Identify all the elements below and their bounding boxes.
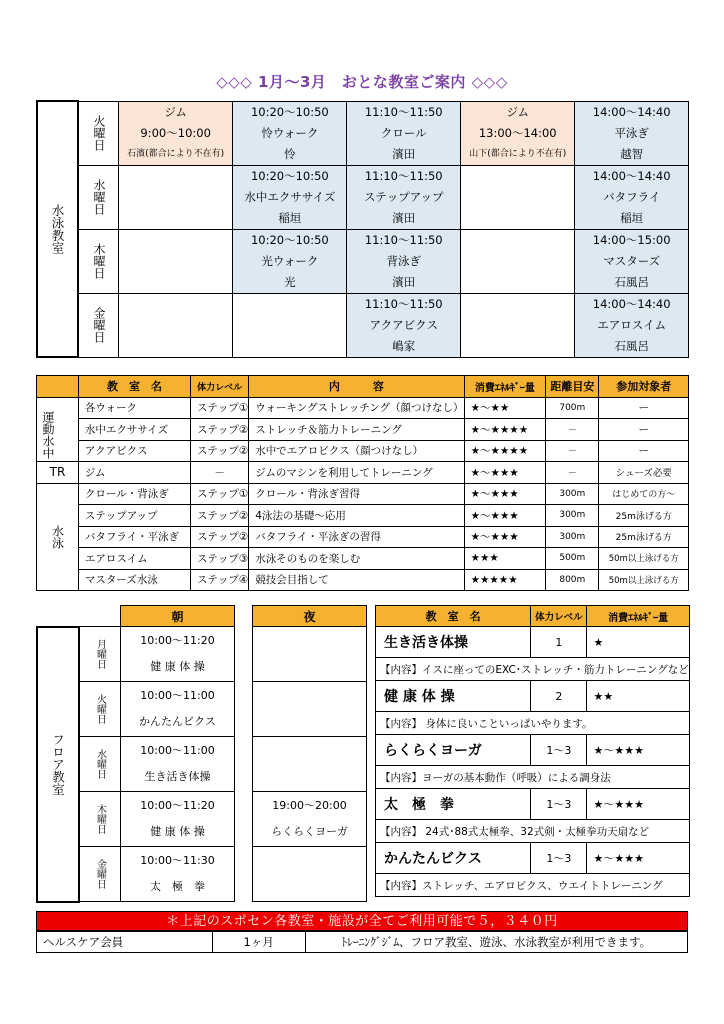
class-name-row: らくらくヨーガ 1～3 ★～★★★	[376, 735, 690, 766]
floor-day: 月曜日	[79, 627, 121, 682]
floor-day: 木曜日	[79, 792, 121, 847]
header-class-name: 教 室 名	[78, 376, 190, 398]
morning-slot: 10:00～11:00 生き活き体操	[121, 737, 235, 792]
class-description-table	[36, 375, 689, 591]
header-energy: 消費ｴﾈﾙｷﾞｰ量	[464, 376, 546, 398]
morning-slot: 10:00～11:00 かんたんビクス	[121, 682, 235, 737]
floor-class-info-table	[375, 605, 690, 897]
swim-slot: 14:00～15:00 マスターズ 石風呂	[575, 229, 689, 293]
swim-group-text: 水泳教室	[50, 204, 65, 254]
table-row	[37, 627, 367, 682]
swim-slot: 10:20～10:50 光ウォーク 光	[233, 229, 347, 293]
table-row	[37, 847, 367, 902]
group-label-aqua	[37, 397, 79, 462]
header-content: 内 容	[249, 376, 464, 398]
floor-group-label: フロア教室	[37, 627, 79, 902]
morning-slot: 10:00～11:20 健 康 体 操	[121, 792, 235, 847]
swim-day-thu: 木曜日	[78, 229, 119, 293]
table-row: マスターズ水泳 ステップ④ 競技会目指して ★★★★★ 800m 50m以上泳げる方	[37, 569, 689, 591]
swim-slot-empty	[233, 293, 347, 357]
morning-slot: 10:00～11:20 健 康 体 操	[121, 627, 235, 682]
price-banner: ＊上記のスポセン各教室・施設が全てご利用可能で５，３４０円	[36, 911, 688, 931]
night-slot: 19:00～20:00 らくらくヨーガ	[253, 792, 367, 847]
header-class-name: 教 室 名	[376, 606, 531, 627]
night-slot	[253, 682, 367, 737]
header-energy: 消費ｴﾈﾙｷﾞｰ量	[587, 606, 689, 627]
header-target: 参加対象者	[599, 376, 689, 398]
table-row: TR ジム － ジムのマシンを利用してトレーニング ★～★★★ － シューズ必要	[37, 462, 689, 484]
swim-slot: 14:00～14:40 エアロスイム 石風呂	[575, 293, 689, 357]
table-row: 水泳 クロール・背泳ぎ ステップ① クロール・背泳ぎ習得 ★～★★★ 300m はじめての方～	[37, 483, 689, 505]
swim-slot-empty	[119, 293, 233, 357]
swim-slot: 11:10～11:50 背泳ぎ 濱田	[347, 229, 461, 293]
swim-group-label	[37, 101, 78, 357]
page-title: ◇◇◇ 1月～3月 おとな教室ご案内 ◇◇◇	[216, 73, 508, 91]
swim-slot-empty	[461, 229, 575, 293]
class-table-header	[37, 376, 689, 398]
swim-day-wed: 水曜日	[78, 165, 119, 229]
membership-name: ヘルスケア会員	[37, 932, 213, 953]
membership-desc: ﾄﾚｰﾆﾝｸﾞｼﾞﾑ、フロア教室、遊泳、水泳教室が利用できます。	[305, 932, 687, 953]
swim-slot-empty	[461, 293, 575, 357]
floor-day: 金曜日	[79, 847, 121, 902]
class-name-row: 太 極 拳 1～3 ★～★★★	[376, 789, 690, 820]
table-row: ステップアップ ステップ② 4泳法の基礎～応用 ★～★★★ 300m 25m泳げる方	[37, 505, 689, 527]
swim-slot: 14:00～14:40 バタフライ 稲垣	[575, 165, 689, 229]
swim-slot-empty	[119, 229, 233, 293]
class-name-row: 健 康 体 操 2 ★★	[376, 681, 690, 712]
table-row	[37, 682, 367, 737]
swim-day-tue: 火曜日	[78, 101, 119, 165]
class-desc-row: 【内容】イスに座ってのEXC･ストレッチ・筋力トレーニングなど	[376, 658, 690, 681]
morning-slot: 10:00～11:30 太 極 拳	[121, 847, 235, 902]
table-row: 水中エクササイズ ステップ② ストレッチ＆筋力トレーニング ★～★★★★ － ー	[37, 419, 689, 441]
table-row: エアロスイム ステップ③ 水泳そのものを楽しむ ★★★ 500m 50m以上泳げる方	[37, 548, 689, 570]
night-slot	[253, 737, 367, 792]
class-desc-row: 【内容】 24式･88式太極拳、32式剣・太極拳功天扇など	[376, 820, 690, 843]
table-row: 運動水中 各ウォーク ステップ① ウォーキングストレッチング（顔つけなし） ★～★★ 700m ー	[37, 397, 689, 419]
group-label-tr: TR	[37, 462, 79, 484]
header-distance: 距離目安	[546, 376, 599, 398]
group-label-text: 水泳	[50, 524, 65, 549]
table-row	[37, 737, 367, 792]
group-label-swim	[37, 483, 79, 591]
swim-schedule-table	[36, 100, 689, 358]
swim-day-fri: 金曜日	[78, 293, 119, 357]
class-desc-row: 【内容】 身体に良いこといっぱいやります。	[376, 712, 690, 735]
swim-slot: 10:20～10:50 水中エクササイズ 稲垣	[233, 165, 347, 229]
night-slot	[253, 847, 367, 902]
class-desc-row: 【内容】ストレッチ、エアロビクス、ウエイトトレーニング	[376, 874, 690, 897]
membership-row	[36, 931, 688, 953]
swim-slot: ジム 13:00～14:00 山下(都合により不在有)	[461, 101, 575, 165]
floor-day: 水曜日	[79, 737, 121, 792]
table-row: バタフライ・平泳ぎ ステップ② バタフライ・平泳ぎの習得 ★～★★★ 300m 25m泳げる方	[37, 526, 689, 548]
floor-schedule-table	[36, 605, 367, 903]
class-desc-row: 【内容】ヨーガの基本動作（呼吸）による調身法	[376, 766, 690, 789]
swim-slot: 11:10～11:50 ステップアップ 濱田	[347, 165, 461, 229]
floor-day: 火曜日	[79, 682, 121, 737]
swim-slot-empty	[119, 165, 233, 229]
membership-term: 1ヶ月	[212, 932, 305, 953]
swim-slot: ジム 9:00～10:00 石濱(都合により不在有)	[119, 101, 233, 165]
swim-slot: 11:10～11:50 クロール 濱田	[347, 101, 461, 165]
table-row: アクアビクス ステップ② 水中でエアロビクス（顔つけなし） ★～★★★★ － ー	[37, 440, 689, 462]
header-level: 体力レベル	[531, 606, 587, 627]
swim-slot: 14:00～14:40 平泳ぎ 越智	[575, 101, 689, 165]
group-label-text: 運動水中	[41, 411, 55, 460]
class-name-row: 生き活き体操 1 ★	[376, 627, 690, 658]
header-morning: 朝	[121, 606, 235, 627]
header-night: 夜	[253, 606, 367, 627]
table-row	[37, 792, 367, 847]
night-slot	[253, 627, 367, 682]
swim-slot-empty	[461, 165, 575, 229]
swim-slot: 10:20～10:50 怜ウォーク 怜	[233, 101, 347, 165]
class-name-row: かんたんビクス 1～3 ★～★★★	[376, 843, 690, 874]
header-level: 体力レベル	[191, 376, 249, 398]
swim-slot: 11:10～11:50 アクアビクス 嶋家	[347, 293, 461, 357]
